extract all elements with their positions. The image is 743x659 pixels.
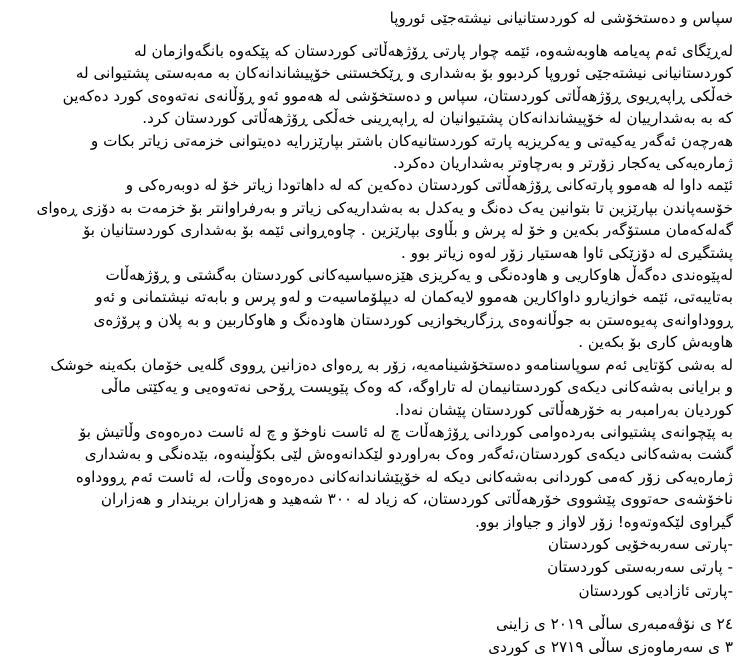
paragraph-line: پشتگیری لە دۆزێکی ئاوا هەستیار زۆر لەوە زیاتر بوو . (400, 243, 733, 262)
paragraph-line: بە پێچوانەی پشتیوانی بەردەوامی کوردانی ڕۆژهەڵات چ لە ئاست ناوخۆ و چ لە ئاست دەرەوەی وڵاتیش بۆ (78, 422, 733, 441)
paragraph-line: گەلەکەمان مستۆگەر بکەین و خۆ لە پرش و بڵاوی بپارێزین . چاوەڕوانی ئێمە بۆ بەشداری کوردستانیان بۆ (82, 221, 733, 240)
paragraph-line: خۆسەپاندن بپارێزین تا بتوانین یەک دەنگ و یەکدل بە بەشداریەکی زیاتر و بەرفراوانتر بۆ خزمەت بە دۆزی ڕەوای (36, 198, 733, 217)
signatory-item: -پارتی ئازادیی کوردستان (578, 581, 733, 600)
paragraph (8, 40, 733, 130)
signatory-item: -پارتی سەربەخۆیی کوردستان (547, 534, 733, 553)
paragraph-line: کوردیان بەرامبەر بە خۆرهەڵاتی کوردستان پێشان نەدا. (394, 400, 733, 419)
date-block (8, 613, 733, 659)
paragraph-line: ژمارەیەکی یەکجار زۆرتر و بەرچاوتر بەشداریان دەکرد. (392, 154, 733, 173)
paragraph-line: ڕووداوانەی پەیوەستن بە جوڵانەوەی ڕزگاریخوازیی کوردستان هاودەنگ و هاوکاربین و بە پلان و پرۆژەی (93, 310, 733, 329)
paragraph (8, 174, 733, 264)
document-title: سپاس و دەستخۆشی لە کوردستانیانی نیشتەجێی ئوروپا (389, 9, 733, 27)
paragraph-line: بەتایبەتی، ئێمە خوازیارو داواکارین هەموو لایەکمان لە دیپلۆماسیەت و لەو پرس و بابەتە نیشتمانی و ئەو (95, 288, 733, 307)
paragraph-line: خەڵکی ڕاپەڕیوی ڕۆژهەڵاتی کوردستان، سپاس و دەستخۆشی لە هەموو ئەو ڕۆڵانەی نەتەوەی کورد دەکەین (62, 86, 733, 105)
paragraph-line: لەپێوەندی دەگەڵ هاوکاریی و هاودەنگی و یەکریزی هێزەسیاسیەکانی کوردستان بەگشتی و ڕۆژهەڵات (105, 266, 733, 285)
paragraph (8, 354, 733, 421)
paragraph-line: لە بەشی کۆتایی ئەم سوپاسنامەو دەستخۆشینامەیە، زۆر بە ڕەوای دەزانین ڕووی گلەیی خۆمان بکەینە خوشک (50, 355, 733, 374)
paragraph-line: گشت بەشەکانی دیکەی کوردستان،ئەگەر وەک بەراوردو لێکدانەوەش لێی بکۆڵینەوە، بێدەنگی و بەشداری (84, 445, 733, 464)
date-line: ٣ ی سەرماوەزی ساڵی ٢٧١٩ ی کوردی (488, 638, 733, 657)
paragraph-line: ژمارەیەکی زۆر کەمی کوردانی بەشەکانی دیکە لە خۆپێشاندانەکانی دەرەوەی وڵات، لە ئاست ئەم ڕووداوە (75, 467, 733, 486)
paragraph-line: هاوبەش کاری بۆ بکەین . (578, 333, 733, 352)
paragraph-line: کوردستانیانی نیشتەجێی ئوروپا کردبوو بۆ بەشداری و ڕێکخستنی خۆپیشاندانەکان بە مەبەستی پشتیوانی لە (75, 64, 733, 83)
paragraph-line: ئێمە داوا لە هەموو پارتەکانی ڕۆژهەڵاتی کوردستان دەکەین کە لە داهاتودا زیاتر خۆ لە دوبەرەکی و (125, 176, 733, 195)
signatory-item: - پارتی سەربەستی کوردستان (547, 558, 733, 577)
document-body (8, 40, 733, 533)
paragraph-line: و برایانی بەشەکانی دیکەی کوردستانیمان لە تاراوگە، کە وەک پێویست ڕۆحی نەتەوەیی و یەکێتی ماڵی (100, 378, 733, 397)
date-line: ٢٤ ی نۆڤەمبەری ساڵی ٢٠١٩ ی زاینی (496, 615, 733, 634)
signatory-list (8, 533, 733, 604)
paragraph-line: گیراوی لێکەوتەوە! زۆر لاواز و جیاواز بوو. (474, 512, 733, 531)
paragraph-line: کە بە بەشداریيان لە خۆپیشاندانەکان پشتیوانیان لە ڕاپەڕینی خەڵکی ڕۆژهەڵاتی کوردستان کرد. (142, 109, 733, 128)
paragraph-line: لەڕێگای ئەم پەیامە هاوبەشەوە، ئێمە چوار پارتی ڕۆژهەڵاتی کوردستان کە پێکەوە بانگەوازمان لە (133, 42, 733, 60)
paragraph (8, 421, 733, 533)
paragraph (8, 264, 733, 354)
paragraph-line: هەرچەن ئەگەر یەکیەتی و یەکریزیە پارتە کوردستانیەکان باشتر بپارێزرایە دەیتوانی خزمەتی زیاتر بکات و (90, 131, 733, 150)
paragraph-line: ناخۆشەی حەتووی پێشووی خۆرهەڵاتی کوردستان، کە زیاد لە ٣٠٠ شەهید و هەزاران بریندار و هەزاران (100, 490, 733, 509)
paragraph (8, 130, 733, 175)
